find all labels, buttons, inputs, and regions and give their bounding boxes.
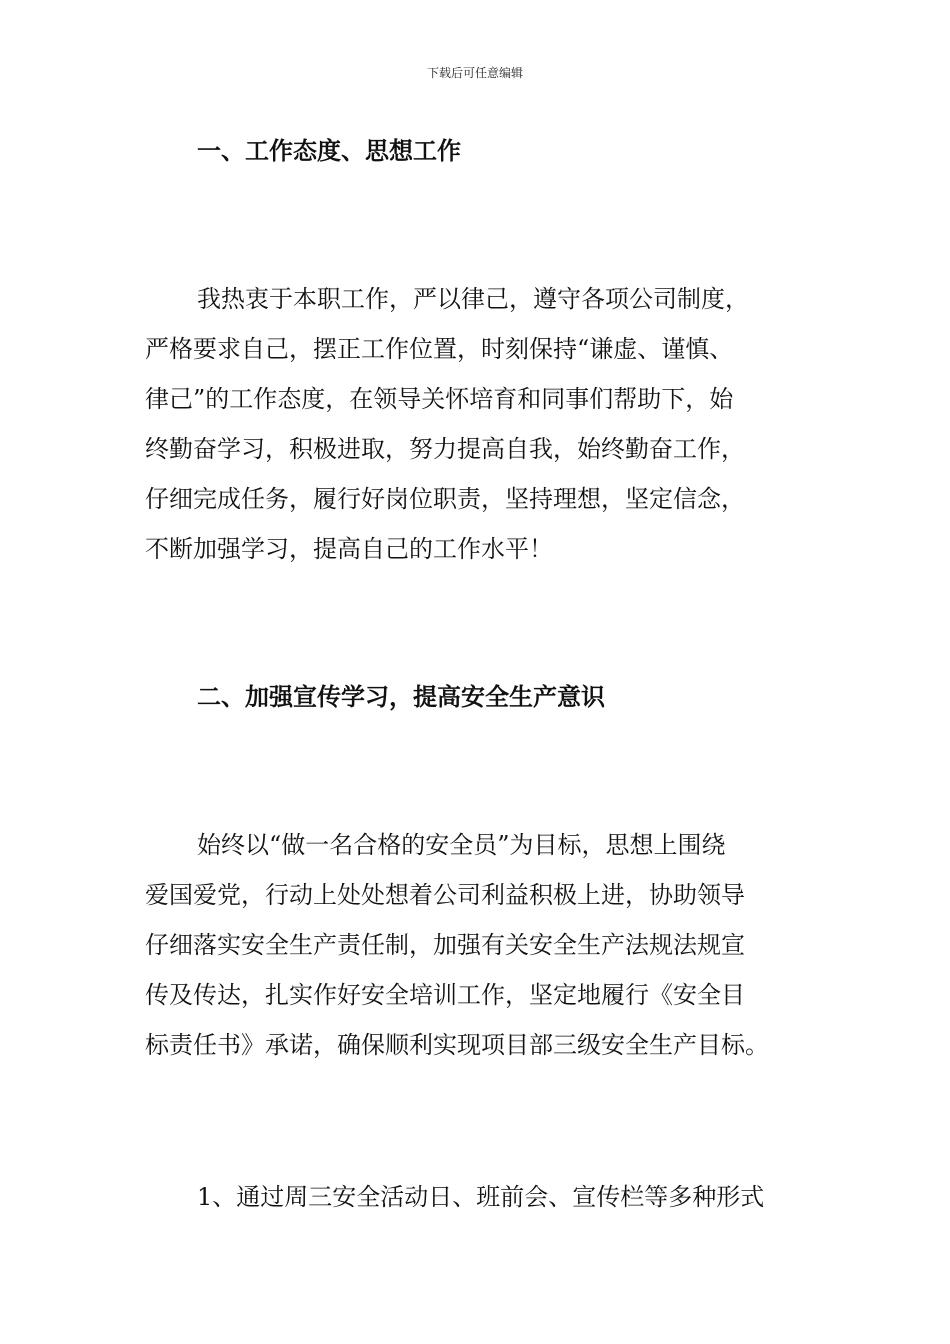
list-item-line: 1、通过周三安全活动日、班前会、宣传栏等多种形式 <box>197 1183 765 1211</box>
paragraph-line: 终勤奋学习，积极进取，努力提高自我，始终勤奋工作， <box>145 435 745 463</box>
paragraph-safety-awareness <box>145 820 809 1070</box>
page-header: 下载后可任意编辑 <box>426 66 523 80</box>
paragraph-line: 爱国爱党，行动上处处想着公司利益积极上进，协助领导 <box>145 881 745 909</box>
paragraph-line: 仔细完成任务，履行好岗位职责，坚持理想，坚定信念， <box>145 485 745 513</box>
paragraph-line: 我热衷于本职工作，严以律己，遵守各项公司制度， <box>197 285 749 313</box>
paragraph-line: 仔细落实安全生产责任制，加强有关安全生产法规法规宣 <box>145 931 745 959</box>
paragraph-line: 始终以“做一名合格的安全员”为目标，思想上围绕 <box>197 831 726 859</box>
paragraph-line: 律己”的工作态度，在领导关怀培育和同事们帮助下，始 <box>145 385 734 413</box>
paragraph-work-attitude <box>145 274 809 574</box>
paragraph-line: 标责任书》承诺，确保顺利实现项目部三级安全生产目标。 <box>145 1031 769 1059</box>
paragraph-line: 不断加强学习，提高自己的工作水平！ <box>145 535 553 563</box>
paragraph-line: 传及传达，扎实作好安全培训工作，坚定地履行《安全目 <box>145 981 745 1009</box>
list-item-safety-activity <box>145 1172 809 1222</box>
section-heading-work-attitude: 一、工作态度、思想工作 <box>197 136 461 165</box>
section-heading-safety-awareness: 二、加强宣传学习，提高安全生产意识 <box>197 682 605 711</box>
paragraph-line: 严格要求自己，摆正工作位置，时刻保持“谦虚、谨慎、 <box>145 335 734 363</box>
